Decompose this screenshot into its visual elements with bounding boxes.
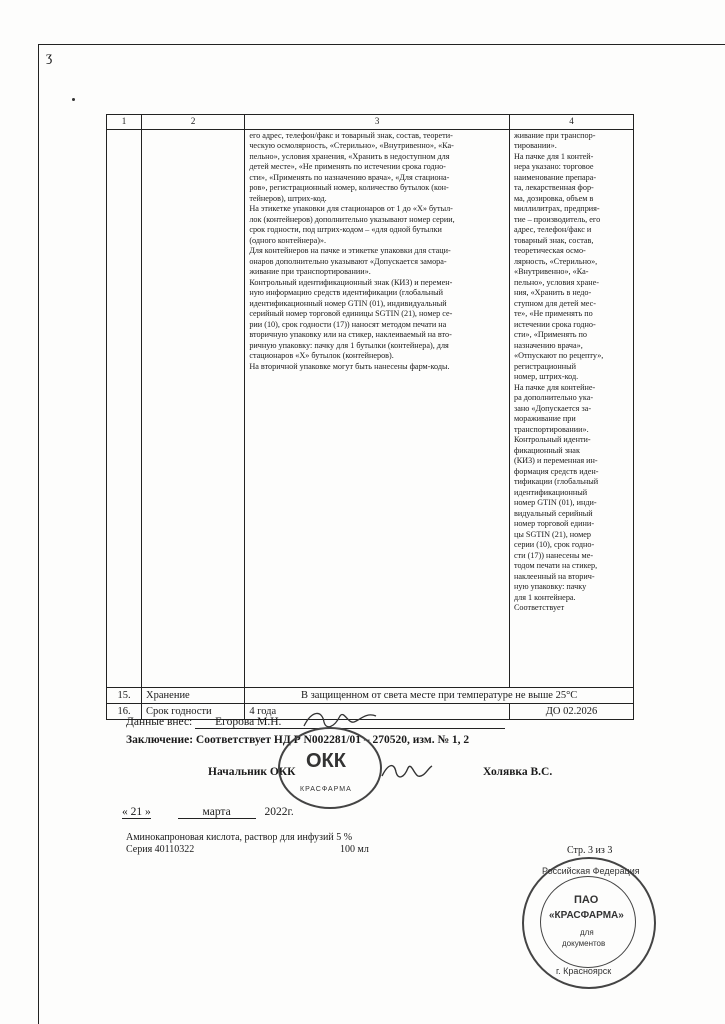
volume-line: 100 мл [340, 844, 369, 855]
handwritten-mark: ʒ [46, 50, 53, 65]
text-line: номер, штрих-код. [513, 372, 579, 382]
text-line: та, лекарственная фор- [513, 183, 594, 193]
company-stamp-ring-bottom: г. Красноярск [556, 966, 612, 976]
text-line: транспортировании». [513, 424, 589, 434]
product-line: Аминокапроновая кислота, раствор для инфузий 5 % [126, 832, 353, 843]
text-line: номер торговой едини- [513, 519, 595, 529]
date-line [122, 806, 294, 819]
text-line: лок (контейнеров) дополнительно указывают номер серии, [249, 214, 455, 224]
text-line: те», «Не применять по [513, 309, 593, 319]
text-line: На вторичной упаковке могут быть нанесены фарм-коды. [249, 361, 450, 371]
cell-results [509, 129, 633, 687]
text-line: наклеенный на вторич- [513, 571, 595, 581]
company-stamp-line-2: «КРАСФАРМА» [549, 910, 624, 921]
date-year: 2022г. [264, 806, 294, 818]
text-line: (одного контейнера)». [249, 235, 327, 245]
crop-line-horizontal [38, 44, 725, 45]
text-line: живание при транспортировании». [249, 267, 371, 277]
header-col-2: 2 [142, 115, 245, 130]
text-line: детей месте», «Не применять по истечении срока годно- [249, 162, 446, 172]
text-line: ную упаковку: пачку [513, 582, 587, 592]
cell-requirements [245, 129, 510, 687]
row-number: 15. [107, 687, 142, 703]
cell-name-empty [142, 129, 245, 687]
text-line: рии (10), срок годности (17)) наносят методом печати на [249, 319, 447, 329]
text-line: сти», «Применять по назначению врача», «Для стациона- [249, 172, 450, 182]
text-line: Контрольный идентификационный знак (КИЗ) и перемен- [249, 277, 453, 287]
company-stamp-inner [540, 876, 636, 968]
text-line: ния, «Хранить в недо- [513, 288, 592, 298]
text-line: На этикетке упаковки для стационаров от 1 до «Х» бутыл- [249, 204, 453, 214]
header-col-3: 3 [245, 115, 510, 130]
text-line: лярность, «Стерильно», [513, 256, 598, 266]
speck [72, 98, 75, 101]
text-line: На пачке для 1 контей- [513, 151, 594, 161]
row-name: Срок годности [142, 703, 245, 719]
text-line: тировании». [513, 141, 557, 151]
text-line: тие – производитель, его [513, 214, 601, 224]
row-value: 4 года [245, 703, 510, 719]
text-line: фикационный знак [513, 445, 580, 455]
row-value: В защищенном от света месте при температуре не выше 25°С [245, 687, 634, 703]
text-line: теоретическая осмо- [513, 246, 586, 256]
text-line: На пачке для контейне- [513, 382, 596, 392]
text-line: товарный знак, состав, [513, 235, 594, 245]
text-line: онаров дополнительно указывают «Допускается замора- [249, 256, 447, 266]
table-header-row [107, 115, 634, 130]
text-line: (КИЗ) и переменная ин- [513, 456, 598, 466]
text-line: истечении срока годно- [513, 319, 596, 329]
text-line: ричную упаковку: пачку для 1 бутылки (контейнера), для [249, 340, 449, 350]
text-line: цы SGTIN (21), номер [513, 529, 592, 539]
text-line: ма, дозировка, объем в [513, 193, 594, 203]
text-line: сти», «Применять по [513, 330, 588, 340]
text-line: Соответствует [513, 603, 565, 613]
crop-line-vertical [38, 44, 39, 1024]
text-line: нера указано: торговое [513, 162, 594, 172]
text-line: ра дополнительно ука- [513, 393, 594, 403]
okk-stamp-title: ОКК [306, 750, 346, 772]
text-line: живание при транспор- [513, 130, 596, 140]
text-line: ческую осмолярность, «Стерильно», «Внутривенно», «Ка- [249, 141, 454, 151]
page-number: Стр. 3 из 3 [567, 845, 613, 856]
text-line: номер GTIN (01), инди- [513, 498, 597, 508]
text-line: пельно», условия хранения, «Хранить в недоступном для [249, 151, 450, 161]
text-line: регистрационный [513, 361, 576, 371]
text-line: пельно», условия хране- [513, 277, 599, 287]
head-name: Холявка В.С. [483, 766, 553, 778]
row-number: 16. [107, 703, 142, 719]
text-line: ров», регистрационный номер, количество бутылок (кон- [249, 183, 449, 193]
text-line: адрес, телефон/факс и [513, 225, 592, 235]
text-line: серии (10), срок годно- [513, 540, 595, 550]
text-line: «Отпускают по рецепту», [513, 351, 604, 361]
text-line: зано «Допускается за- [513, 403, 592, 413]
company-stamp-line-4: документов [562, 939, 606, 948]
text-line: тейнеров), штрих-код. [249, 193, 327, 203]
text-line: «Внутривенно», «Ка- [513, 267, 589, 277]
text-line: назначению врача», [513, 340, 583, 350]
company-stamp-line-3: для [580, 928, 594, 937]
text-line: его адрес, телефон/факс и товарный знак, состав, теорети- [249, 130, 453, 140]
text-line: сти (17)) нанесены ме- [513, 550, 594, 560]
data-entered-label: Данные внес: [126, 716, 193, 728]
signature-image [378, 758, 436, 784]
text-line: тодом печати на стикер, [513, 561, 598, 571]
table-row-labeling [107, 129, 634, 687]
text-line: ступном для детей мес- [513, 298, 596, 308]
row-result: ДО 02.2026 [509, 703, 633, 719]
cell-num-empty [107, 129, 142, 687]
text-line: наименование препара- [513, 172, 597, 182]
text-line: срок годности, под штрих-кодом – «для одной бутылки [249, 225, 442, 235]
date-month: марта [178, 806, 256, 819]
text-line: стационаров «Х» бутылок (контейнеров). [249, 351, 394, 361]
text-line: формация средств иден- [513, 466, 599, 476]
text-line: Для контейнеров на пачке и этикетке упаковки для стаци- [249, 246, 451, 256]
conclusion-label: Заключение: [126, 734, 194, 746]
header-col-4: 4 [509, 115, 633, 130]
spec-table [106, 114, 634, 720]
text-line: мораживание при [513, 414, 576, 424]
text-line: вторичную упаковку или на стикер, наклеиваемый на вто- [249, 330, 452, 340]
date-day: « 21 » [122, 806, 151, 818]
okk-stamp-ring-text: КРАСФАРМА [300, 786, 352, 793]
company-stamp-line-1: ПАО [574, 894, 599, 906]
company-stamp-ring-top: Российская Федерация [542, 866, 640, 876]
text-line: серийный номер торговой единицы SGTIN (21), номер се- [249, 309, 453, 319]
row-name: Хранение [142, 687, 245, 703]
text-line: идентификационный [513, 487, 588, 497]
text-line: тификации (глобальный [513, 477, 599, 487]
conclusion-text: Соответствует НД Р N002281/01 – 270520, изм. № 1, 2 [195, 734, 470, 746]
text-line: Контрольный иденти- [513, 435, 591, 445]
header-col-1: 1 [107, 115, 142, 130]
text-line: видуальный серийный [513, 508, 593, 518]
head-label: Начальник ОКК [208, 766, 296, 778]
text-line: миллилитрах, предприя- [513, 204, 600, 214]
text-line: идентификационный номер GTIN (01), индивидуальный [249, 298, 447, 308]
data-entered-name: Егорова М.Н. [195, 716, 505, 729]
text-line: для 1 контейнера. [513, 592, 576, 602]
text-line: ную информацию средств идентификации (глобальный [249, 288, 444, 298]
table-row-storage [107, 687, 634, 703]
series-line: Серия 40110322 [126, 844, 195, 855]
